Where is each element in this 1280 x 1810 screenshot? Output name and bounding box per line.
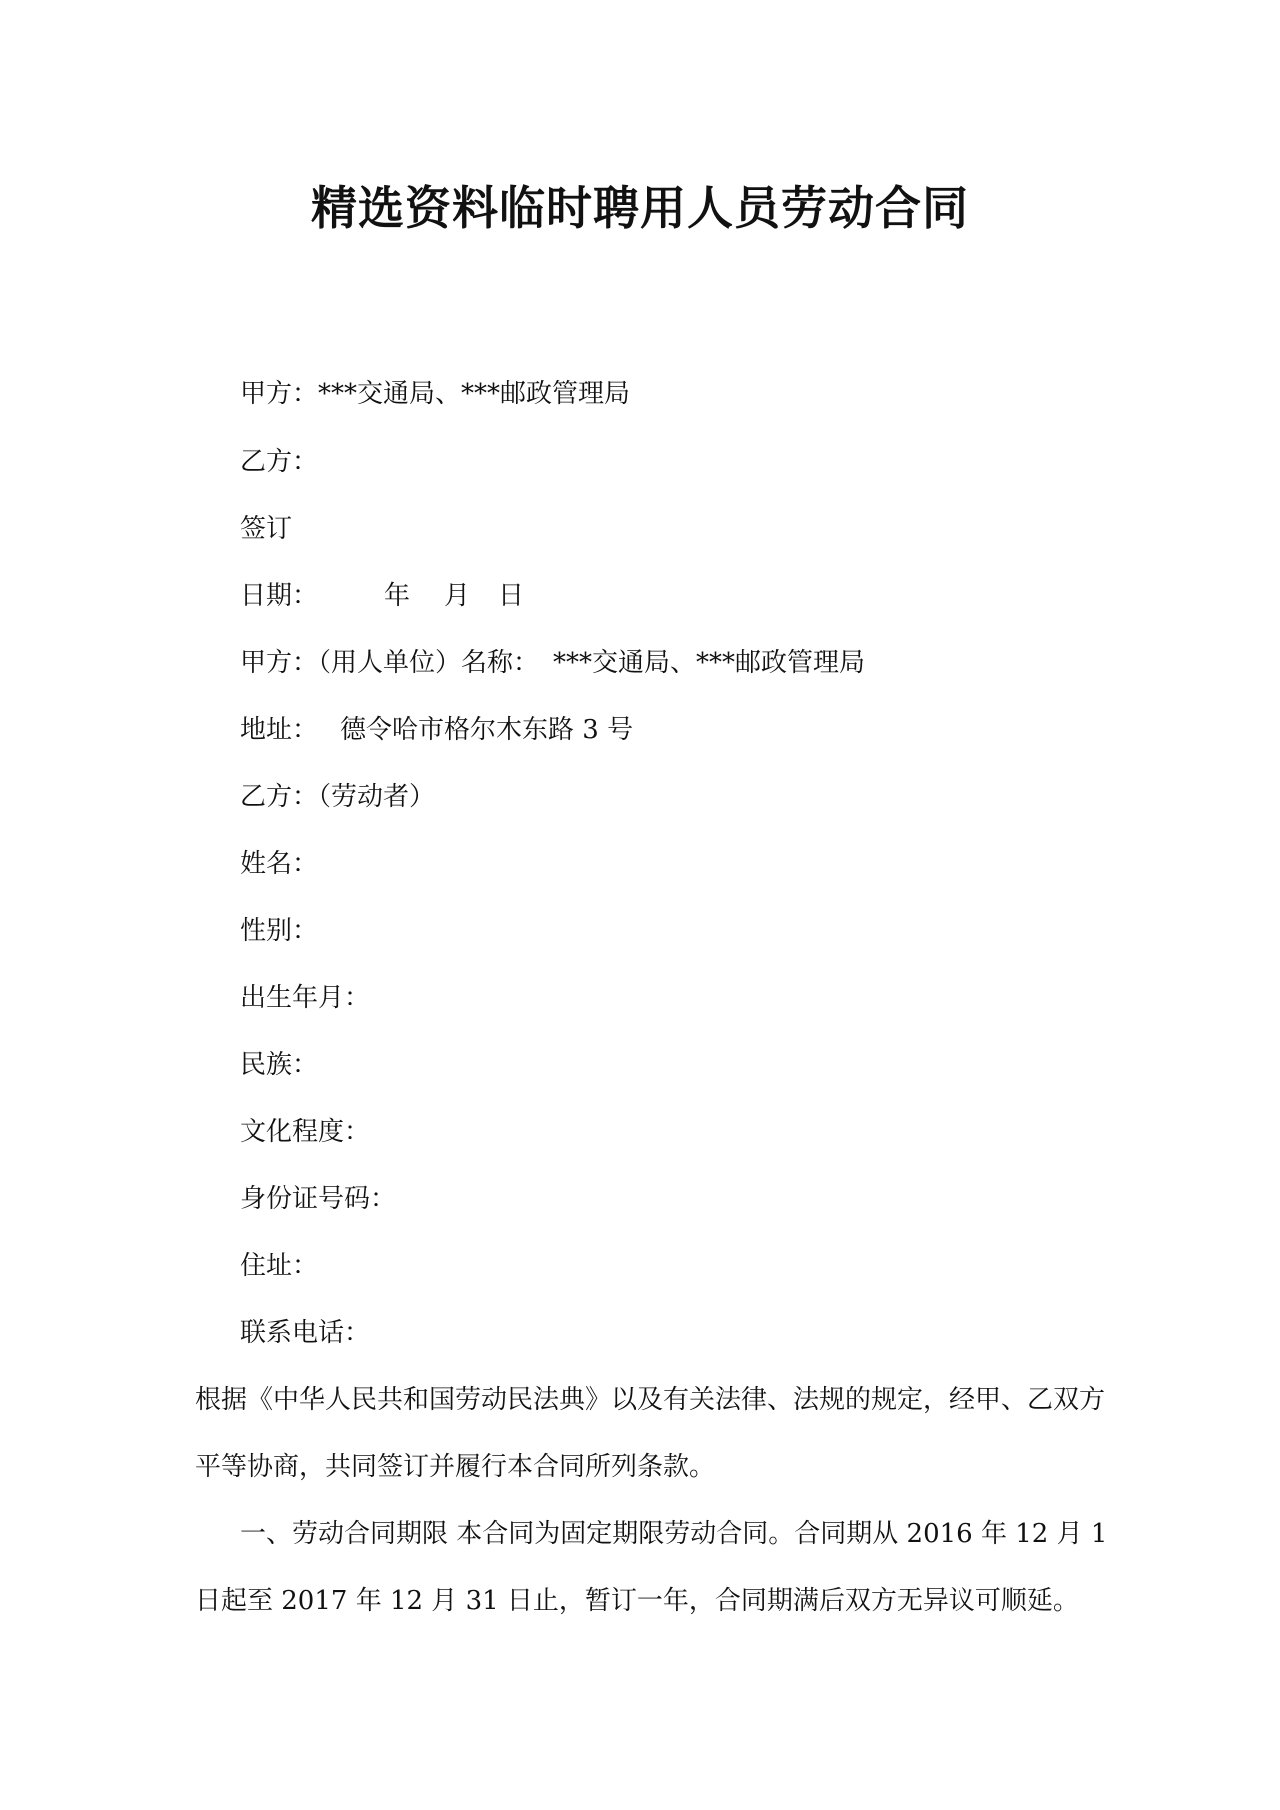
date-line xyxy=(240,578,524,614)
employee-ethnicity-line xyxy=(240,1047,318,1083)
employee-residence-line xyxy=(240,1248,318,1284)
signing-label: 签订 xyxy=(240,514,293,544)
party-a-value: ***交通局、***邮政管理局 xyxy=(318,379,631,409)
employee-header-line xyxy=(240,779,435,815)
employee-education-label: 文化程度： xyxy=(240,1117,371,1147)
party-a-label: 甲方： xyxy=(240,379,319,409)
party-b-label: 乙方： xyxy=(240,447,319,477)
employer-name: ***交通局、***邮政管理局 xyxy=(553,648,866,678)
employer-name-line xyxy=(240,645,865,681)
employee-ethnicity-label: 民族： xyxy=(240,1050,319,1080)
address-value: 德令哈市格尔木东路 3 号 xyxy=(340,715,634,745)
employee-label: 乙方：（劳动者） xyxy=(240,782,436,812)
employee-residence-label: 住址： xyxy=(240,1251,319,1281)
date-year: 年 xyxy=(384,581,411,611)
intro-paragraph-line-1: 根据《中华人民共和国劳动民法典》以及有关法律、法规的规定，经甲、乙双方 xyxy=(195,1385,1106,1415)
party-a-line xyxy=(240,376,630,412)
employee-id-line xyxy=(240,1181,396,1217)
employee-id-label: 身份证号码： xyxy=(240,1184,397,1214)
employee-birth-label: 出生年月： xyxy=(240,983,371,1013)
employee-birth-line xyxy=(240,980,370,1016)
employee-name-line xyxy=(240,846,318,882)
employee-phone-label: 联系电话： xyxy=(240,1318,371,1348)
employer-label: 甲方：（用人单位）名称： xyxy=(240,648,540,678)
employee-gender-label: 性别： xyxy=(240,916,319,946)
employer-address-line xyxy=(240,712,633,748)
date-month: 月 xyxy=(444,581,471,611)
date-label: 日期： xyxy=(240,581,319,611)
address-label: 地址： xyxy=(240,715,319,745)
clause-1-line-1: 一、劳动合同期限 本合同为固定期限劳动合同。合同期从 2016 年 12 月 1 xyxy=(240,1519,1108,1549)
signing-line xyxy=(240,511,292,547)
employee-gender-line xyxy=(240,913,318,949)
employee-education-line xyxy=(240,1114,370,1150)
party-b-line xyxy=(240,444,318,480)
date-day: 日 xyxy=(498,581,525,611)
employee-phone-line xyxy=(240,1315,370,1351)
clause-1-line-2: 日起至 2017 年 12 月 31 日止，暂订一年，合同期满后双方无异议可顺延。 xyxy=(195,1586,1079,1616)
intro-paragraph-line-2: 平等协商，共同签订并履行本合同所列条款。 xyxy=(195,1452,716,1482)
employee-name-label: 姓名： xyxy=(240,849,319,879)
document-title: 精选资料临时聘用人员劳动合同 xyxy=(311,181,969,235)
